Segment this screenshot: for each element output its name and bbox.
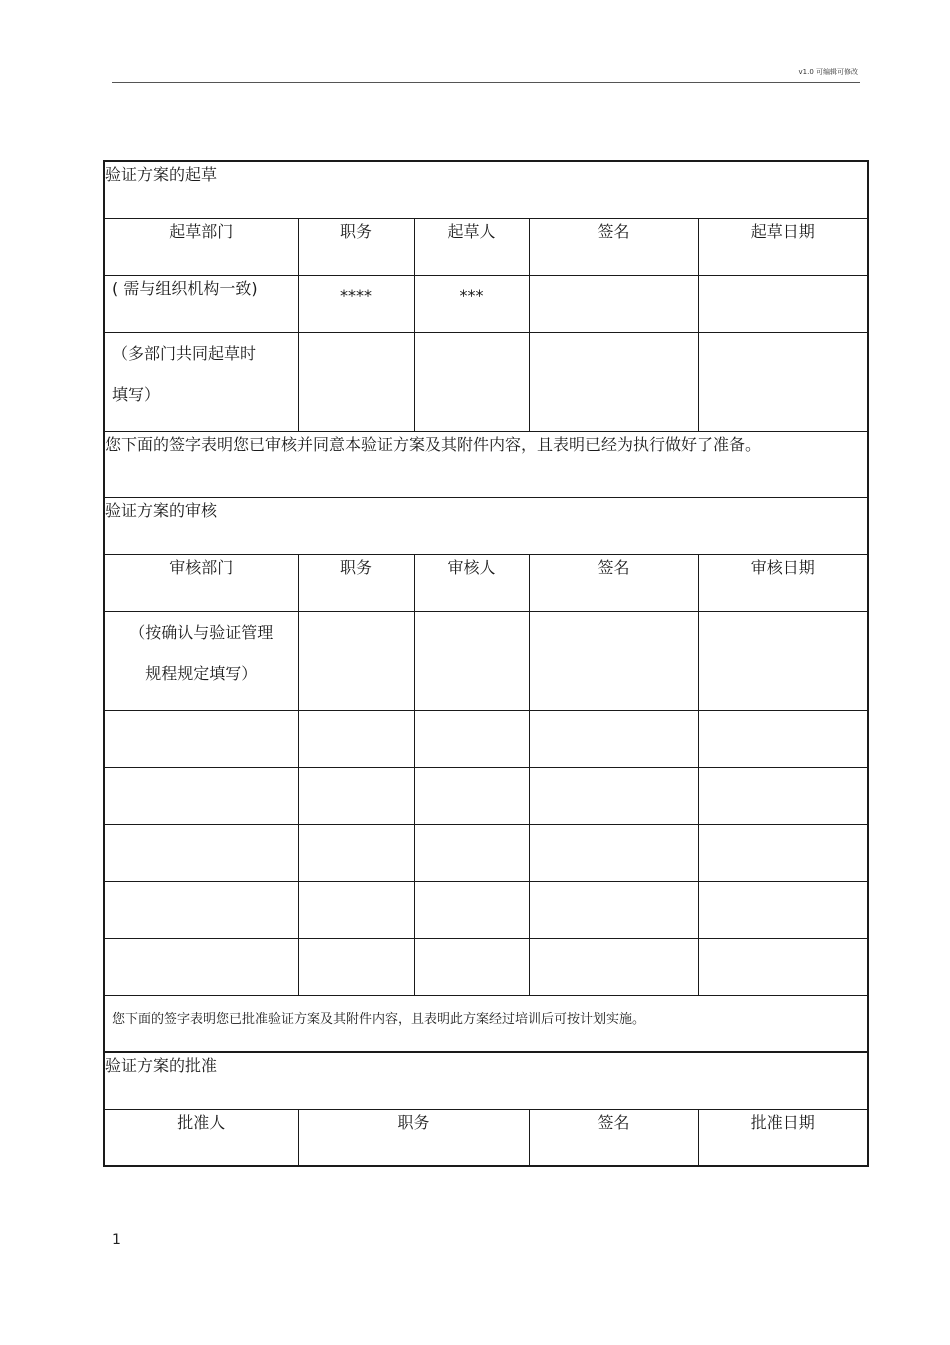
header-version-text: v1.0 可编辑可修改 bbox=[798, 68, 858, 76]
review-row-3 bbox=[104, 767, 868, 824]
draft-row1-dept[interactable]: ( 需与组织机构一致) bbox=[104, 275, 298, 332]
review-row3-signature[interactable] bbox=[529, 767, 698, 824]
review-col-date: 审核日期 bbox=[698, 554, 868, 611]
review-col-position: 职务 bbox=[298, 554, 414, 611]
draft-col-date: 起草日期 bbox=[698, 218, 868, 275]
review-row-4 bbox=[104, 824, 868, 881]
draft-row1-signature[interactable] bbox=[529, 275, 698, 332]
review-row6-signature[interactable] bbox=[529, 938, 698, 995]
approval-section-title-row bbox=[104, 1052, 868, 1109]
draft-row2-dept[interactable] bbox=[104, 332, 298, 431]
draft-row2-date[interactable] bbox=[698, 332, 868, 431]
draft-row2-dept-line1: （多部门共同起草时 bbox=[112, 343, 257, 363]
draft-col-signature: 签名 bbox=[529, 218, 698, 275]
review-row5-date[interactable] bbox=[698, 881, 868, 938]
review-row1-dept-line2: 规程规定填写） bbox=[145, 663, 258, 683]
review-col-signature: 签名 bbox=[529, 554, 698, 611]
review-row5-person[interactable] bbox=[414, 881, 529, 938]
review-row2-date[interactable] bbox=[698, 710, 868, 767]
review-row6-date[interactable] bbox=[698, 938, 868, 995]
review-row1-person[interactable] bbox=[414, 611, 529, 710]
draft-row2-position[interactable] bbox=[298, 332, 414, 431]
review-row2-position[interactable] bbox=[298, 710, 414, 767]
review-row3-dept[interactable] bbox=[104, 767, 298, 824]
draft-section-title: 验证方案的起草 bbox=[104, 161, 868, 218]
draft-col-position: 职务 bbox=[298, 218, 414, 275]
review-row1-date[interactable] bbox=[698, 611, 868, 710]
draft-row2-dept-line2: 填写） bbox=[112, 384, 161, 404]
review-row-5 bbox=[104, 881, 868, 938]
review-header-row bbox=[104, 554, 868, 611]
review-row-1 bbox=[104, 611, 868, 710]
review-row5-signature[interactable] bbox=[529, 881, 698, 938]
validation-signature-table bbox=[103, 160, 869, 1167]
review-row3-position[interactable] bbox=[298, 767, 414, 824]
review-row2-person[interactable] bbox=[414, 710, 529, 767]
review-row-6 bbox=[104, 938, 868, 995]
draft-row2-person[interactable] bbox=[414, 332, 529, 431]
review-row1-dept[interactable] bbox=[104, 611, 298, 710]
review-row5-dept[interactable] bbox=[104, 881, 298, 938]
review-row-2 bbox=[104, 710, 868, 767]
header-rule bbox=[112, 82, 860, 83]
review-row6-person[interactable] bbox=[414, 938, 529, 995]
approval-header-row bbox=[104, 1109, 868, 1166]
draft-row1-person[interactable]: *** bbox=[414, 275, 529, 332]
review-row4-signature[interactable] bbox=[529, 824, 698, 881]
draft-row-1 bbox=[104, 275, 868, 332]
review-col-dept: 审核部门 bbox=[104, 554, 298, 611]
review-note-row bbox=[104, 431, 868, 497]
review-row2-signature[interactable] bbox=[529, 710, 698, 767]
review-row4-dept[interactable] bbox=[104, 824, 298, 881]
review-row6-position[interactable] bbox=[298, 938, 414, 995]
review-row3-person[interactable] bbox=[414, 767, 529, 824]
review-row5-position[interactable] bbox=[298, 881, 414, 938]
draft-row-2 bbox=[104, 332, 868, 431]
review-col-person: 审核人 bbox=[414, 554, 529, 611]
review-section-title: 验证方案的审核 bbox=[104, 497, 868, 554]
approval-section-title: 验证方案的批准 bbox=[104, 1052, 868, 1109]
draft-row2-signature[interactable] bbox=[529, 332, 698, 431]
review-row4-person[interactable] bbox=[414, 824, 529, 881]
approval-col-position: 职务 bbox=[298, 1109, 529, 1166]
approval-col-date: 批准日期 bbox=[698, 1109, 868, 1166]
approval-note: 您下面的签字表明您已批准验证方案及其附件内容，且表明此方案经过培训后可按计划实施。 bbox=[104, 995, 868, 1052]
draft-col-dept: 起草部门 bbox=[104, 218, 298, 275]
draft-section-title-row bbox=[104, 161, 868, 218]
approval-note-row bbox=[104, 995, 868, 1052]
review-row1-position[interactable] bbox=[298, 611, 414, 710]
draft-row1-position[interactable]: **** bbox=[298, 275, 414, 332]
review-row1-dept-line1: （按确认与验证管理 bbox=[129, 622, 274, 642]
review-row3-date[interactable] bbox=[698, 767, 868, 824]
approval-col-approver: 批准人 bbox=[104, 1109, 298, 1166]
approval-col-signature: 签名 bbox=[529, 1109, 698, 1166]
review-row6-dept[interactable] bbox=[104, 938, 298, 995]
review-row2-dept[interactable] bbox=[104, 710, 298, 767]
review-row4-position[interactable] bbox=[298, 824, 414, 881]
page-number: 1 bbox=[112, 1232, 121, 1248]
draft-col-person: 起草人 bbox=[414, 218, 529, 275]
review-note: 您下面的签字表明您已审核并同意本验证方案及其附件内容，且表明已经为执行做好了准备。 bbox=[104, 431, 868, 497]
draft-row1-date[interactable] bbox=[698, 275, 868, 332]
review-row4-date[interactable] bbox=[698, 824, 868, 881]
review-section-title-row bbox=[104, 497, 868, 554]
draft-header-row bbox=[104, 218, 868, 275]
review-row1-signature[interactable] bbox=[529, 611, 698, 710]
